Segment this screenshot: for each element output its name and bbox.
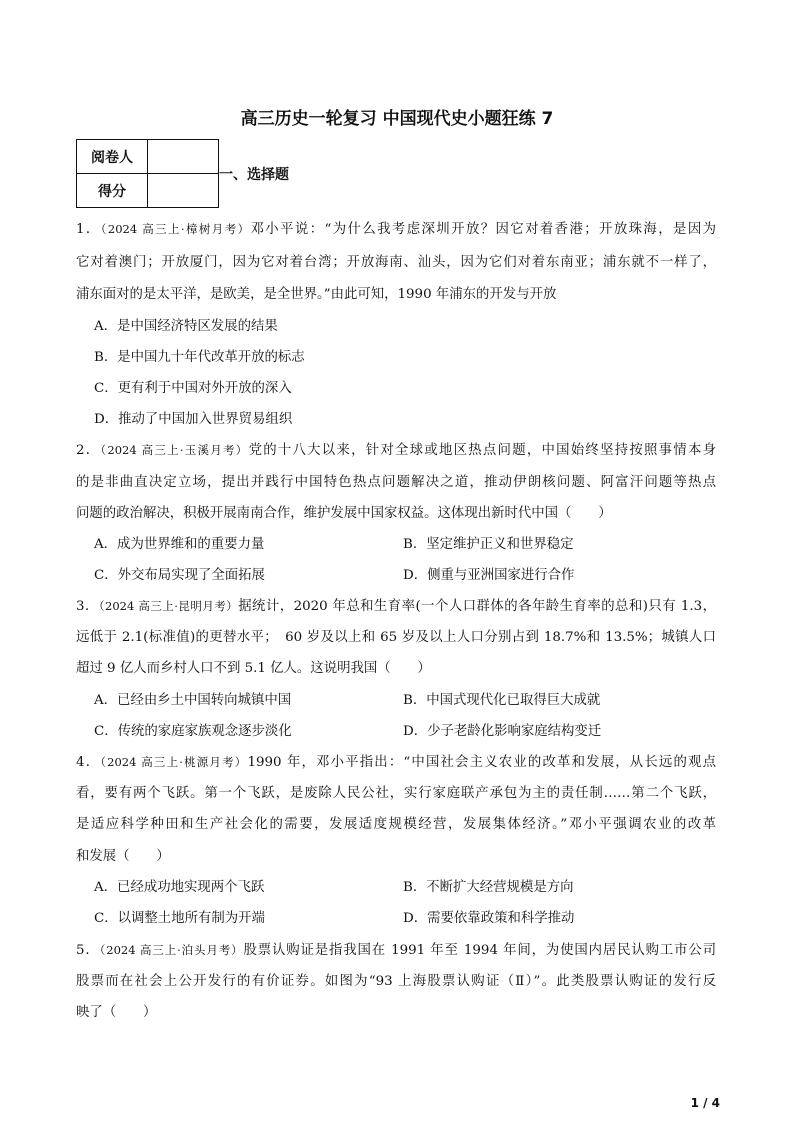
question-3-line-3: 超过 9 亿人而乡村人口不到 5.1 亿人。这说明我国（ ） [76,661,431,676]
page-number: 1 / 4 [690,1096,720,1110]
question-4-line-1 [76,751,716,770]
reviewer-label: 阅卷人 [77,140,148,174]
section-heading: 一、选择题 [219,167,289,183]
question-1-option-b: B．是中国九十年代改革开放的标志 [94,350,305,365]
question-4-option-d: D．需要依靠政策和科学推动 [403,911,575,926]
question-4-option-b: B．不断扩大经营规模是方向 [403,880,574,895]
question-3-option-b: B．中国式现代化已取得巨大成就 [403,693,601,708]
score-table [76,139,219,208]
question-3-line-1 [76,595,716,614]
question-1-line-1 [76,218,716,237]
question-4-option-c: C．以调整土地所有制为开端 [94,911,265,926]
reviewer-value-cell [148,140,219,174]
question-4-number: 4． [76,755,101,770]
question-5-number: 5． [76,943,100,958]
question-3-text-1: 据统计，2020 年总和生育率(一个人口群体的各年龄生育率的总和)只有 1.3， [238,599,716,614]
question-1-option-d: D．推动了中国加入世界贸易组织 [94,412,293,427]
question-1-number: 1． [76,222,101,237]
question-2-option-d: D．侧重与亚洲国家进行合作 [403,568,575,583]
question-5-source: （2024 高三上·泊头月考） [99,943,244,957]
question-1-line-3: 浦东面对的是太平洋，是欧美，是全世界。”由此可知，1990 年浦东的开发与开放 [76,287,557,302]
question-2-line-3: 问题的政治解决，积极开展南南合作，维护发展中国家权益。这体现出新时代中国（ ） [76,506,612,521]
question-2-line-1 [76,439,716,458]
question-2-option-b: B．坚定维护正义和世界稳定 [403,537,574,552]
question-4-line-2: 看，要有两个飞跃。第一个飞跃，是废除人民公社，实行家庭联产承包为主的责任制……第二个飞跃， [76,786,716,801]
question-3-number: 3． [76,599,99,614]
question-4-source: （2024 高三上·桃源月考） [100,755,248,769]
question-4-option-a: A．已经成功地实现两个飞跃 [94,880,265,895]
question-1-option-c: C．更有利于中国对外开放的深入 [94,381,292,396]
question-4-line-3: 是适应科学种田和生产社会化的需要，发展适度规模经营，发展集体经济。”邓小平强调农业的改革 [76,817,716,832]
question-1-text-1: 邓小平说：“为什么我考虑深圳开放？因它对着香港；开放珠海，是因为 [250,222,717,237]
question-2-option-a: A．成为世界维和的重要力量 [94,537,265,552]
question-2-line-2: 的是非曲直决定立场，提出并践行中国特色热点问题解决之道，推动伊朗核问题、阿富汗问题等热点 [76,475,716,490]
question-4-line-4: 和发展（ ） [76,849,170,864]
question-5-line-1 [76,939,716,958]
question-1-option-a: A．是中国经济特区发展的结果 [94,319,278,334]
question-2-text-1: 党的十八大以来，针对全球或地区热点问题，中国始终坚持按照事情本身 [248,443,716,458]
question-1-line-2: 它对着澳门；开放厦门，因为它对着台湾；开放海南、汕头，因为它们对着东南亚；浦东就不一样了， [76,255,716,270]
question-3-option-a: A．已经由乡土中国转向城镇中国 [94,693,292,708]
question-2-number: 2． [76,443,101,458]
question-3-source: （2024 高三上·昆明月考） [98,599,239,613]
score-label: 得分 [77,174,148,208]
score-value-cell [148,174,219,208]
question-3-option-d: D．少子老龄化影响家庭结构变迁 [403,724,602,739]
page-title: 高三历史一轮复习 中国现代史小题狂练 7 [240,109,554,129]
question-3-option-c: C．传统的家庭家族观念逐步淡化 [94,724,292,739]
question-1-source: （2024 高三上·樟树月考） [100,222,251,236]
question-5-text-1: 股票认购证是指我国在 1991 年至 1994 年间，为使国内居民认购工市公司 [243,943,716,958]
question-5-line-2: 股票而在社会上公开发行的有价证券。如图为“93 上海股票认购证（Ⅱ）”。此类股票认购证的发行反 [76,974,716,989]
question-3-line-2: 远低于 2.1(标准值)的更替水平； 60 岁及以上和 65 岁及以上人口分别占到 18.7%和 13.5%；城镇人口 [76,630,716,645]
question-5-line-3: 映了（ ） [76,1005,157,1020]
question-4-text-1: 1990 年，邓小平指出：“中国社会主义农业的改革和发展，从长远的观点 [247,755,716,770]
question-2-source: （2024 高三上·玉溪月考） [100,443,249,457]
question-2-option-c: C．外交布局实现了全面拓展 [94,568,265,583]
